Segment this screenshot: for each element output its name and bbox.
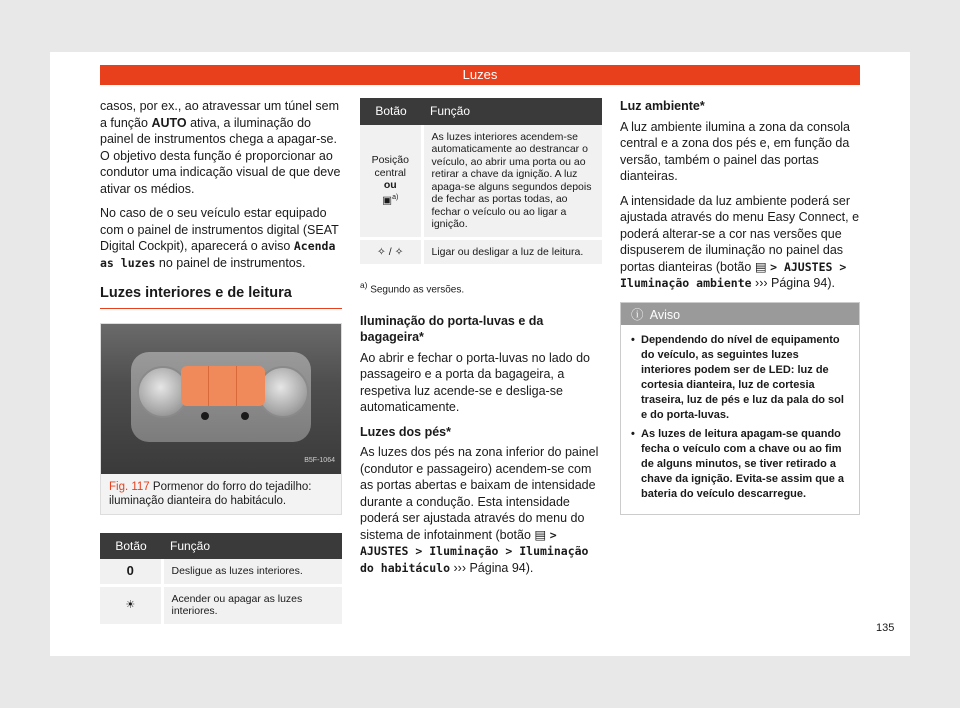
- warning-list: [621, 325, 859, 514]
- paragraph: A luz ambiente ilumina a zona da consola central e a zona dos pés e, em função da versão, também o painel das portas dianteiras.: [620, 119, 851, 183]
- table-row: ☀ Acender ou apagar as luzes interiores.: [100, 585, 342, 625]
- paragraph: Ao abrir e fechar o porta-luvas no lado do passageiro e a porta da bagageira, a respetiva luz acende-se e desliga-se automaticamente.: [360, 350, 590, 415]
- footnote: $^{a)}$ Segundo as versões.: [360, 280, 465, 296]
- paragraph: A intensidade da luz ambiente poderá ser ajustada através do menu Easy Connect, e poderá alterar-se a cor nas versões que dispuserem de iluminação no painel das portas dianteiras (botão ▤ > AJUSTES > Iluminação ambiente ››› Página 94).: [620, 193, 860, 290]
- page-link[interactable]: ››› Página 94: [755, 276, 828, 290]
- menu-icon: ▤: [754, 259, 767, 274]
- warning-box: [620, 302, 860, 515]
- info-icon: ⓘ: [631, 307, 644, 322]
- figure-code: B5F-1064: [304, 457, 335, 464]
- paragraph: casos, por ex., ao atravessar um túnel sem a função AUTO ativa, a iluminação do painel de instrumentos chega a apagar-se. O objetivo desta função é proporcionar ao condutor uma indicação visual de que deve ativar os médios.: [100, 99, 341, 196]
- table-row: Posição central ou ▣$^{a)}$ As luzes interiores acendem-se automaticamente ao destrancar o veículo, ao abrir uma porta ou ao retirar a chave da ignição. A luz apaga-se alguns segundos depois de fechar as portas todas, ao fechar o veículo ou ao ligar a ignição.: [360, 125, 602, 239]
- column-3: [620, 98, 860, 515]
- button-table-2: Botão Função Posição central ou ▣$^{a)}$ As luzes interiores acendem-se automaticamente ao destrancar o veículo, ao abrir uma porta ou ao retirar a chave da ignição. A luz apaga-se alguns segundos depois de fechar as portas todas, ao fechar o veículo ou ao ligar a ignição. ✧ / ✧ Ligar ou desligar a luz de leitura.: [360, 98, 602, 267]
- list-item: • Dependendo do nível de equipamento do veículo, as seguintes luzes interiores podem ser de LED: luz de cortesia dianteira, luz de cortesia traseira, luz de pés e luz da pala do sol e do porta-luvas.: [631, 333, 849, 423]
- reading-light-icon: ✧: [394, 245, 404, 258]
- light-buttons: [181, 366, 265, 406]
- reading-light-icon: ✧: [377, 245, 386, 258]
- column-2: [360, 98, 602, 584]
- menu-icon: ▤: [534, 527, 547, 542]
- list-item: • As luzes de leitura apagam-se quando fecha o veículo com a chave ou ao fim de alguns minutos, se tiver retirado a chave da ignição. Evita-se assim que a bateria do veículo descarregue.: [631, 427, 849, 502]
- table-row: ✧ / ✧ Ligar ou desligar a luz de leitura.: [360, 238, 602, 266]
- paragraph: As luzes dos pés na zona inferior do painel (condutor e passageiro) acendem-se com as portas abertas e baixam de intensidade durante a condução. Esta intensidade poderá ser ajustada através do menu do sistema de infotainment (botão ▤ > AJUSTES > Iluminação > Iluminação do habitáculo ››› Página 94).: [360, 445, 599, 575]
- figure: [100, 323, 342, 515]
- paragraph: No caso de o seu veículo estar equipado com o painel de instrumentos digital (SEAT Digital Cockpit), aparecerá o aviso Acenda as luzes no painel de instrumentos.: [100, 206, 339, 270]
- off-icon: 0: [100, 559, 162, 585]
- table-row: 0 Desligue as luzes interiores.: [100, 559, 342, 585]
- figure-caption: Fig. 117 Pormenor do forro do tejadilho: iluminação dianteira do habitáculo.: [109, 480, 312, 507]
- interior-light-icon: ☀: [100, 585, 162, 625]
- section-title: Luzes interiores e de leitura: [100, 285, 342, 309]
- page-link[interactable]: ››› Página 94: [453, 560, 526, 575]
- door-light-icon: ▣: [382, 194, 393, 207]
- subheading: Luzes dos pés*: [360, 424, 451, 439]
- button-table-1: Botão Função 0 Desligue as luzes interiores. ☀ Acender ou apagar as luzes interiores.: [100, 533, 342, 627]
- column-1: [100, 98, 342, 627]
- roof-console-image: [101, 324, 341, 474]
- subheading: Luz ambiente*: [620, 99, 705, 113]
- dashboard-message: Acenda as luzes: [100, 239, 336, 270]
- page-header: Luzes: [100, 65, 860, 85]
- page-number: 135: [876, 622, 895, 634]
- warning-header: ⓘ Aviso: [621, 303, 859, 325]
- subheading: Iluminação do porta-luvas e da bagageira*: [360, 313, 544, 345]
- auto-label: AUTO: [151, 115, 187, 130]
